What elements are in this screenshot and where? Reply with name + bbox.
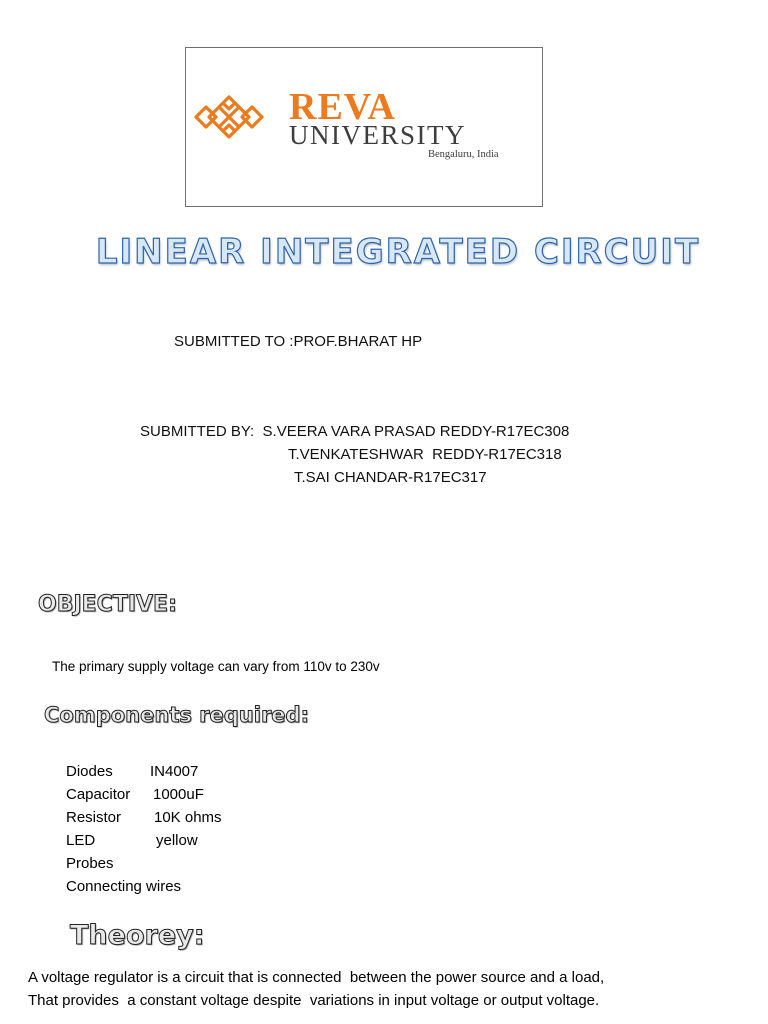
page-title: LINEAR INTEGRATED CIRCUIT [95, 232, 701, 272]
list-item [66, 829, 198, 852]
component-name: Probes [66, 855, 114, 872]
component-name: Resistor [66, 809, 122, 826]
logo-location: Bengaluru, India [428, 149, 499, 160]
theory-heading: Theorey: [70, 920, 205, 951]
objective-heading: OBJECTIVE: [38, 592, 177, 617]
component-name: Capacitor [66, 786, 131, 803]
component-name: Diodes [66, 763, 113, 780]
component-name: LED [66, 832, 96, 849]
objective-text: The primary supply voltage can vary from 110v to 230v [52, 659, 380, 674]
component-name: Connecting wires [66, 878, 182, 895]
team-member: T.VENKATESHWAR REDDY-R17EC318 [288, 446, 562, 463]
list-item [66, 852, 181, 875]
component-value: yellow [156, 832, 198, 849]
list-item [66, 783, 204, 806]
submitted-by: SUBMITTED BY: S.VEERA VARA PRASAD REDDY-R17EC308 [140, 423, 570, 440]
submitted-to: SUBMITTED TO :PROF.BHARAT HP [174, 333, 423, 350]
team-member: T.SAI CHANDAR-R17EC317 [294, 469, 487, 486]
theory-line: That provides a constant voltage despite variations in input voltage or output voltage. [28, 992, 600, 1009]
knot-emblem-icon [192, 94, 266, 140]
logo-wordmark-university: UNIVERSITY [289, 120, 466, 150]
university-logo [185, 47, 543, 207]
theory-paragraph [28, 966, 764, 1012]
components-list [66, 760, 222, 898]
components-heading: Components required: [44, 703, 309, 727]
component-value: 1000uF [153, 786, 204, 803]
logo-wordmark-reva: REVA [289, 86, 396, 128]
component-value: 10K ohms [154, 809, 222, 826]
list-item [66, 875, 181, 898]
component-value: IN4007 [150, 763, 199, 780]
theory-line: A voltage regulator is a circuit that is connected between the power source and a load, [28, 969, 605, 986]
list-item [66, 760, 199, 783]
list-item [66, 806, 222, 829]
